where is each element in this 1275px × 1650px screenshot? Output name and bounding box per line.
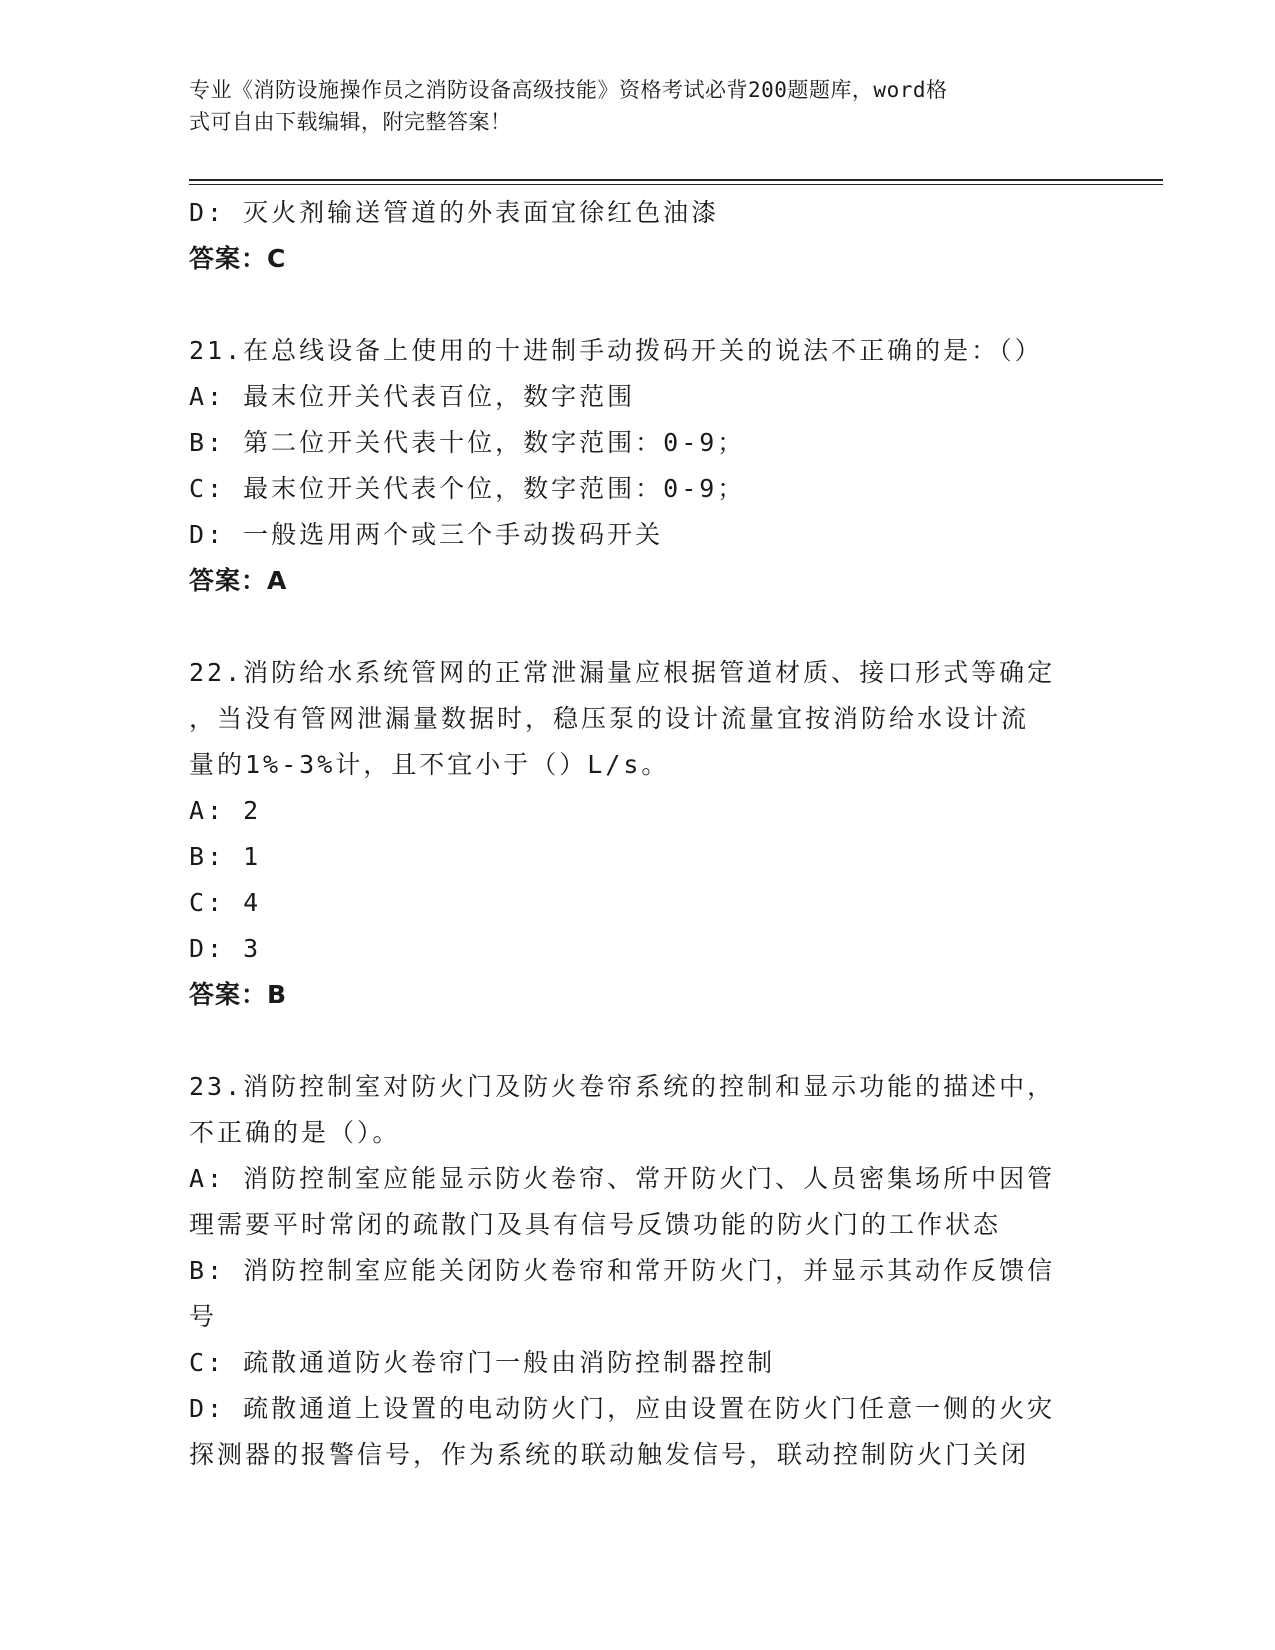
question-20-tail [189,190,1089,282]
question-21 [189,328,1089,604]
option-b-line-1: B: 消防控制室应能关闭防火卷帘和常开防火门，并显示其动作反馈信 [189,1256,1056,1285]
header-divider-thin [189,184,1163,185]
option-b-line-2: 号 [189,1302,218,1331]
option-c: C: 4 [189,888,262,917]
option-d: D: 3 [189,934,262,963]
header-line-1: 专业《消防设施操作员之消防设备高级技能》资格考试必背200题题库，word格 [189,78,948,102]
question-22 [189,650,1089,1018]
spacer [189,604,1089,650]
question-stem-line-2: ，当没有管网泄漏量数据时，稳压泵的设计流量宜按消防给水设计流 [189,704,1030,733]
option-d-line-2: 探测器的报警信号，作为系统的联动触发信号，联动控制防火门关闭 [189,1440,1030,1469]
option-d: D: 灭火剂输送管道的外表面宜徐红色油漆 [189,198,720,227]
option-a-line-2: 理需要平时常闭的疏散门及具有信号反馈功能的防火门的工作状态 [189,1210,1002,1239]
option-a: A: 2 [189,796,262,825]
document-header [189,74,1069,138]
option-a: A: 最末位开关代表百位，数字范围 [189,382,636,411]
option-a-line-1: A: 消防控制室应能显示防火卷帘、常开防火门、人员密集场所中因管 [189,1164,1056,1193]
option-b: B: 第二位开关代表十位，数字范围：0-9； [189,428,746,457]
answer-line: 答案：A [189,566,288,595]
question-stem-line-3: 量的1%-3%计，且不宜小于（）L/s。 [189,750,670,779]
header-divider-thick [189,179,1163,181]
answer-line: 答案：C [189,244,287,273]
option-c: C: 疏散通道防火卷帘门一般由消防控制器控制 [189,1348,776,1377]
question-stem-line-1: 22.消防给水系统管网的正常泄漏量应根据管道材质、接口形式等确定 [189,658,1056,687]
option-c: C: 最末位开关代表个位，数字范围：0-9； [189,474,746,503]
option-d-line-1: D: 疏散通道上设置的电动防火门，应由设置在防火门任意一侧的火灾 [189,1394,1056,1423]
spacer [189,282,1089,328]
question-23 [189,1064,1089,1478]
answer-line: 答案：B [189,980,288,1009]
option-d: D: 一般选用两个或三个手动拨码开关 [189,520,664,549]
header-line-2: 式可自由下载编辑，附完整答案！ [189,110,512,134]
document-body [189,190,1089,1478]
question-stem-line-1: 23.消防控制室对防火门及防火卷帘系统的控制和显示功能的描述中， [189,1072,1056,1101]
question-stem: 21.在总线设备上使用的十进制手动拨码开关的说法不正确的是：（） [189,336,1043,365]
spacer [189,1018,1089,1064]
question-stem-line-2: 不正确的是（）。 [189,1118,401,1147]
option-b: B: 1 [189,842,262,871]
